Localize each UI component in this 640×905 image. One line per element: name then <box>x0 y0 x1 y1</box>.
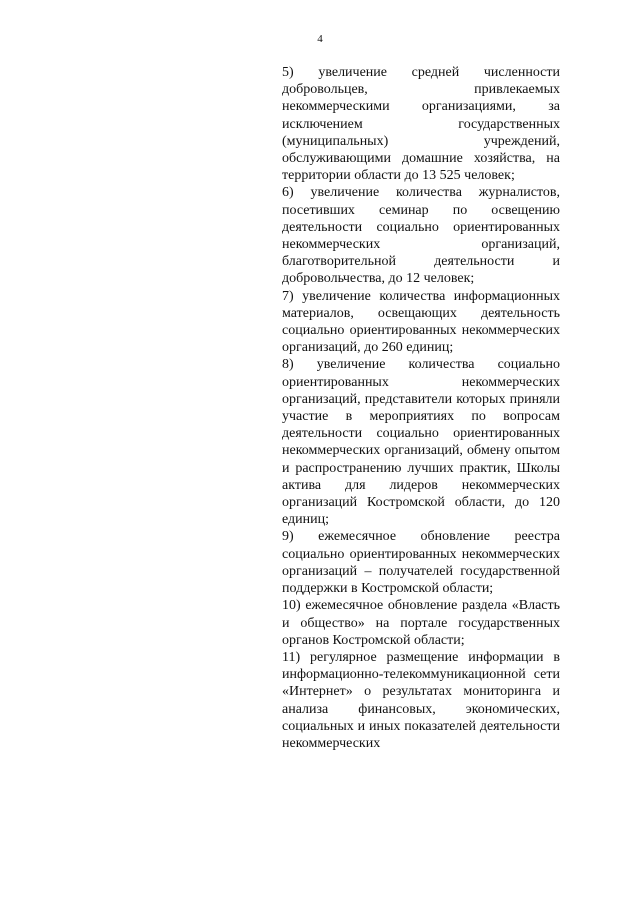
list-item-7: 7) увеличение количества информационных материалов, освещающих деятельность социально ориентированных некоммерческих организаций, до 260 единиц; <box>282 288 560 356</box>
list-item-6: 6) увеличение количества журналистов, посетивших семинар по освещению деятельности социально ориентированных некоммерческих организаций, благотворительной деятельности и добровольчества, до 12 человек; <box>282 185 560 287</box>
list-item-5: 5) увеличение средней численности добровольцев, привлекаемых некоммерческими организациями, за исключением государственных (муниципальных) учреждений, обслуживающими домашние хозяйства, на территории области до 13 525 человек; <box>282 65 560 184</box>
list-item-11: 11) регулярное размещение информации в информационно-телекоммуникационной сети «Интернет» о результатах мониторинга и анализа финансовых, экономических, социальных и иных показателей деятельности некоммерческих <box>282 649 560 751</box>
page-number: 4 <box>317 33 323 45</box>
list-item-10: 10) ежемесячное обновление раздела «Власть и общество» на портале государственных органов Костромской области; <box>282 598 560 648</box>
list-item-8: 8) увеличение количества социально ориентированных некоммерческих организаций, представители которых приняли участие в мероприятиях по вопросам деятельности социально ориентированных некоммерческих организаций, обмену опытом и распространению лучших практик, Школы актива для лидеров некоммерческих организаций Костромской области, до 120 единиц; <box>282 357 560 528</box>
document-body <box>282 64 560 752</box>
list-item-9: 9) ежемесячное обновление реестра социально ориентированных некоммерческих организаций – получателей государственной поддержки в Костромской области; <box>282 529 560 597</box>
